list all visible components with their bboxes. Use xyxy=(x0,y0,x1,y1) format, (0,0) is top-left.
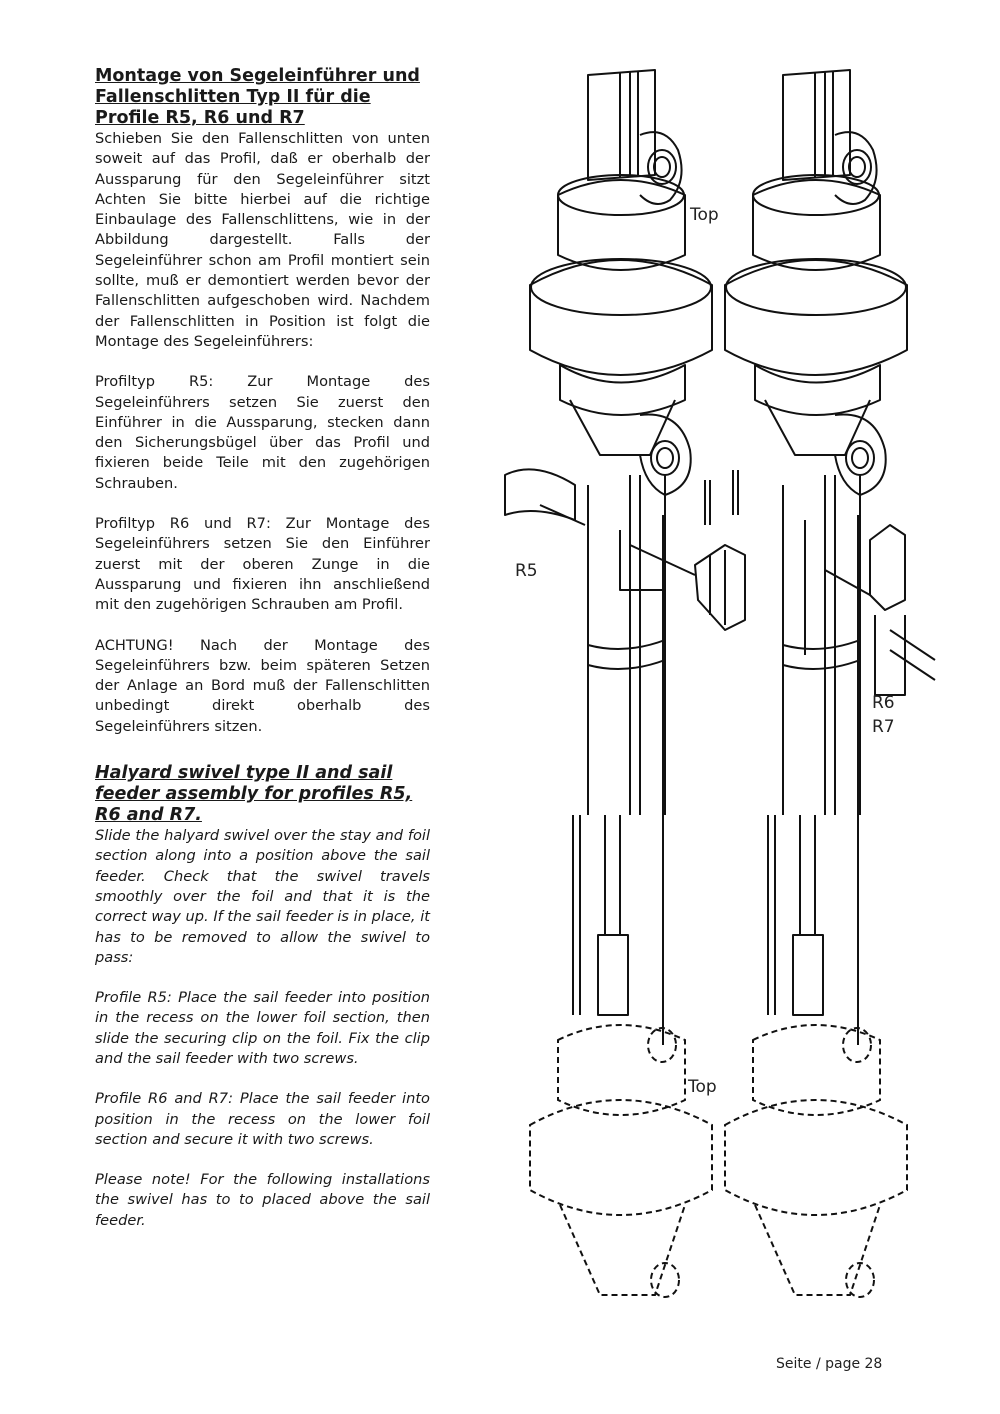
german-paragraph-3: Profiltyp R6 und R7: Zur Montage des Segeleinführers setzen Sie den Einführer zuerst mit der oberen Zunge in die Aussparung und fixieren ihn anschließend mit den zugehörigen Schrauben am Profil. xyxy=(95,515,430,614)
english-paragraph-4: Please note! For the following installations the swivel has to to placed above the sail feeder. xyxy=(95,1171,430,1229)
assembly-drawing xyxy=(480,55,1000,1365)
label-r6: R6 xyxy=(872,693,895,713)
label-r5: R5 xyxy=(515,561,538,581)
label-top-lower: Top xyxy=(688,1077,717,1097)
label-top-upper: Top xyxy=(690,205,719,225)
assembly-illustration xyxy=(480,55,1000,1365)
german-paragraph-1: Schieben Sie den Fallenschlitten von unten soweit auf das Profil, daß er oberhalb der Aussparung für den Segeleinführer sitzt Achten Sie bitte hierbei auf die richtige Einbaulage des Fallenschlittens, wie in der Abbildung dargestellt. Falls der Segeleinführer schon am Profil montiert sein sollte, muß er demontiert werden bevor der Fallenschlitten aufgeschoben wird. Nachdem der Fallenschlitten in Position ist folgt die Montage des Segeleinführers: xyxy=(95,130,430,350)
right-assembly xyxy=(725,70,935,1045)
german-heading: Montage von Segeleinführer und Fallenschlitten Typ II für die Profile R5, R6 und R7 xyxy=(95,66,420,128)
german-paragraph-2: Profiltyp R5: Zur Montage des Segeleinführers setzen Sie zuerst den Einführer in die Aussparung, stecken dann den Sicherungsbügel über das Profil und fixieren beide Teile mit den zugehörigen Schrauben. xyxy=(95,373,430,492)
left-dashed-swivel xyxy=(530,1025,712,1297)
english-paragraph-1: Slide the halyard swivel over the stay and foil section along into a position above the sail feeder. Check that the swivel travels smoothly over the foil and that it is the correct way up. If the sail feeder is in place, it has to be removed to allow the swivel to pass: xyxy=(95,827,430,966)
english-paragraph-3: Profile R6 and R7: Place the sail feeder into position in the recess on the lower foil section and secure it with two screws. xyxy=(95,1090,430,1148)
right-dashed-swivel xyxy=(725,1025,907,1297)
page-number: Seite / page 28 xyxy=(776,1356,883,1372)
german-paragraph-4: ACHTUNG! Nach der Montage des Segeleinführers bzw. beim späteren Setzen der Anlage an Bord muß der Fallenschlitten unbedingt direkt oberhalb des Segeleinführers sitzen. xyxy=(95,636,430,735)
english-heading: Halyard swivel type II and sail feeder assembly for profiles R5, R6 and R7. xyxy=(95,763,413,826)
label-r7: R7 xyxy=(872,717,895,737)
english-paragraph-2: Profile R5: Place the sail feeder into position in the recess on the lower foil section, then slide the securing clip on the foil. Fix the clip and the sail feeder with two screws. xyxy=(95,989,430,1067)
text-column xyxy=(95,66,430,1231)
